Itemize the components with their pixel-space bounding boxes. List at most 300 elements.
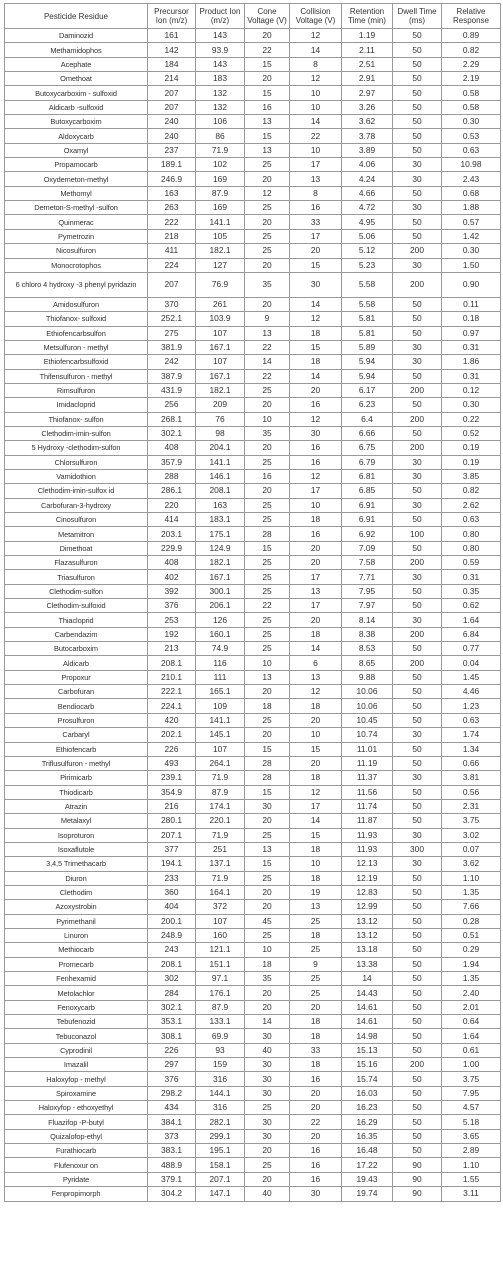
cone-voltage-cell: 20: [245, 297, 290, 311]
table-row: [5, 484, 501, 498]
dwell-time-cell: 50: [393, 943, 442, 957]
relative-response-cell: 1.55: [442, 1172, 501, 1186]
table-row: [5, 599, 501, 613]
precursor-ion-cell: 192: [148, 627, 196, 641]
relative-response-cell: 1.10: [442, 871, 501, 885]
collision-voltage-cell: 13: [290, 900, 342, 914]
retention-time-cell: 5.81: [342, 312, 393, 326]
dwell-time-cell: 50: [393, 756, 442, 770]
relative-response-cell: 1.86: [442, 355, 501, 369]
dwell-time-cell: 50: [393, 1015, 442, 1029]
pesticide-name-cell: Vamidothion: [5, 469, 148, 483]
product-ion-cell: 164.1: [196, 885, 245, 899]
precursor-ion-cell: 288: [148, 469, 196, 483]
pesticide-name-cell: Thifensulfuron - methyl: [5, 369, 148, 383]
product-ion-cell: 87.9: [196, 1000, 245, 1014]
retention-time-cell: 5.94: [342, 369, 393, 383]
retention-time-cell: 12.13: [342, 857, 393, 871]
product-ion-cell: 87.9: [196, 785, 245, 799]
product-ion-cell: 137.1: [196, 857, 245, 871]
collision-voltage-cell: 20: [290, 244, 342, 258]
retention-time-cell: 2.97: [342, 86, 393, 100]
collision-voltage-cell: 20: [290, 383, 342, 397]
retention-time-cell: 3.62: [342, 115, 393, 129]
precursor-ion-cell: 142: [148, 43, 196, 57]
table-row: [5, 728, 501, 742]
pesticide-name-cell: Oxamyl: [5, 143, 148, 157]
relative-response-cell: 2.31: [442, 799, 501, 813]
cone-voltage-cell: 28: [245, 771, 290, 785]
pesticide-name-cell: Thiacloprid: [5, 613, 148, 627]
table-row: [5, 340, 501, 354]
product-ion-cell: 145.1: [196, 728, 245, 742]
pesticide-name-cell: Imazalil: [5, 1058, 148, 1072]
table-row: [5, 86, 501, 100]
table-row: [5, 115, 501, 129]
product-ion-cell: 69.9: [196, 1029, 245, 1043]
retention-time-cell: 15.13: [342, 1043, 393, 1057]
dwell-time-cell: 50: [393, 312, 442, 326]
collision-voltage-cell: 12: [290, 412, 342, 426]
pesticide-name-cell: Metolachlor: [5, 986, 148, 1000]
retention-time-cell: 7.95: [342, 584, 393, 598]
dwell-time-cell: 50: [393, 699, 442, 713]
retention-time-cell: 17.22: [342, 1158, 393, 1172]
relative-response-cell: 3.62: [442, 857, 501, 871]
dwell-time-cell: 50: [393, 642, 442, 656]
table-row: [5, 914, 501, 928]
pesticide-name-cell: Triasulfuron: [5, 570, 148, 584]
collision-voltage-cell: 14: [290, 642, 342, 656]
retention-time-cell: 4.24: [342, 172, 393, 186]
relative-response-cell: 5.18: [442, 1115, 501, 1129]
retention-time-cell: 8.38: [342, 627, 393, 641]
cone-voltage-cell: 35: [245, 272, 290, 297]
pesticide-name-cell: Carbofuran-3-hydroxy: [5, 498, 148, 512]
product-ion-cell: 76: [196, 412, 245, 426]
relative-response-cell: 0.68: [442, 186, 501, 200]
cone-voltage-cell: 25: [245, 201, 290, 215]
retention-time-cell: 5.12: [342, 244, 393, 258]
relative-response-cell: 1.34: [442, 742, 501, 756]
precursor-ion-cell: 226: [148, 742, 196, 756]
cone-voltage-cell: 25: [245, 1101, 290, 1115]
collision-voltage-cell: 16: [290, 1172, 342, 1186]
relative-response-cell: 10.98: [442, 158, 501, 172]
dwell-time-cell: 50: [393, 799, 442, 813]
pesticide-name-cell: Carbendazim: [5, 627, 148, 641]
product-ion-cell: 143: [196, 29, 245, 43]
table-row: [5, 972, 501, 986]
table-row: [5, 828, 501, 842]
precursor-ion-cell: 408: [148, 441, 196, 455]
retention-time-cell: 14.43: [342, 986, 393, 1000]
retention-time-cell: 13.12: [342, 914, 393, 928]
cone-voltage-cell: 30: [245, 799, 290, 813]
precursor-ion-cell: 268.1: [148, 412, 196, 426]
precursor-ion-cell: 222: [148, 215, 196, 229]
precursor-ion-cell: 357.9: [148, 455, 196, 469]
retention-time-cell: 8.65: [342, 656, 393, 670]
table-row: [5, 1000, 501, 1014]
retention-time-cell: 7.97: [342, 599, 393, 613]
product-ion-cell: 167.1: [196, 369, 245, 383]
product-ion-cell: 121.1: [196, 943, 245, 957]
precursor-ion-cell: 411: [148, 244, 196, 258]
precursor-ion-cell: 252.1: [148, 312, 196, 326]
cone-voltage-cell: 22: [245, 599, 290, 613]
relative-response-cell: 0.61: [442, 1043, 501, 1057]
dwell-time-cell: 30: [393, 340, 442, 354]
precursor-ion-cell: 420: [148, 713, 196, 727]
dwell-time-cell: 50: [393, 742, 442, 756]
cone-voltage-cell: 13: [245, 143, 290, 157]
retention-time-cell: 11.93: [342, 842, 393, 856]
relative-response-cell: 4.46: [442, 685, 501, 699]
precursor-ion-cell: 354.9: [148, 785, 196, 799]
dwell-time-cell: 50: [393, 29, 442, 43]
relative-response-cell: 6.84: [442, 627, 501, 641]
pesticide-name-cell: Pyridate: [5, 1172, 148, 1186]
table-row: [5, 43, 501, 57]
table-row: [5, 172, 501, 186]
pesticide-name-cell: Acephate: [5, 57, 148, 71]
dwell-time-cell: 50: [393, 1000, 442, 1014]
retention-time-cell: 7.58: [342, 556, 393, 570]
table-row: [5, 928, 501, 942]
precursor-ion-cell: 207: [148, 86, 196, 100]
collision-voltage-cell: 18: [290, 928, 342, 942]
relative-response-cell: 7.95: [442, 1086, 501, 1100]
relative-response-cell: 0.66: [442, 756, 501, 770]
precursor-ion-cell: 302.1: [148, 426, 196, 440]
retention-time-cell: 9.88: [342, 670, 393, 684]
table-row: [5, 957, 501, 971]
cone-voltage-cell: 20: [245, 1172, 290, 1186]
relative-response-cell: 0.22: [442, 412, 501, 426]
precursor-ion-cell: 297: [148, 1058, 196, 1072]
relative-response-cell: 0.97: [442, 326, 501, 340]
dwell-time-cell: 50: [393, 785, 442, 799]
relative-response-cell: 2.43: [442, 172, 501, 186]
pesticide-name-cell: Butoxycarboxim - sulfoxid: [5, 86, 148, 100]
table-row: [5, 143, 501, 157]
product-ion-cell: 204.1: [196, 441, 245, 455]
pesticide-name-cell: Azoxystrobin: [5, 900, 148, 914]
precursor-ion-cell: 202.1: [148, 728, 196, 742]
dwell-time-cell: 50: [393, 1129, 442, 1143]
pesticide-name-cell: Clethodim-sulfon: [5, 584, 148, 598]
precursor-ion-cell: 376: [148, 1072, 196, 1086]
relative-response-cell: 1.35: [442, 972, 501, 986]
dwell-time-cell: 30: [393, 857, 442, 871]
dwell-time-cell: 30: [393, 498, 442, 512]
cone-voltage-cell: 15: [245, 57, 290, 71]
relative-response-cell: 0.58: [442, 100, 501, 114]
table-row: [5, 1144, 501, 1158]
collision-voltage-cell: 13: [290, 670, 342, 684]
dwell-time-cell: 200: [393, 1058, 442, 1072]
pesticide-name-cell: 6 chloro 4 hydroxy -3 phenyl pyridazin: [5, 272, 148, 297]
retention-time-cell: 11.93: [342, 828, 393, 842]
pesticide-name-cell: Bendiocarb: [5, 699, 148, 713]
collision-voltage-cell: 33: [290, 1043, 342, 1057]
cone-voltage-cell: 20: [245, 441, 290, 455]
dwell-time-cell: 50: [393, 186, 442, 200]
collision-voltage-cell: 13: [290, 584, 342, 598]
table-row: [5, 642, 501, 656]
pesticide-name-cell: 3,4,5 Trimethacarb: [5, 857, 148, 871]
cone-voltage-cell: 25: [245, 244, 290, 258]
precursor-ion-cell: 253: [148, 613, 196, 627]
collision-voltage-cell: 10: [290, 100, 342, 114]
retention-time-cell: 12.83: [342, 885, 393, 899]
product-ion-cell: 74.9: [196, 642, 245, 656]
retention-time-cell: 15.16: [342, 1058, 393, 1072]
cone-voltage-cell: 30: [245, 1115, 290, 1129]
table-row: [5, 186, 501, 200]
relative-response-cell: 2.01: [442, 1000, 501, 1014]
precursor-ion-cell: 280.1: [148, 814, 196, 828]
pesticide-name-cell: Metalaxyl: [5, 814, 148, 828]
dwell-time-cell: 50: [393, 115, 442, 129]
collision-voltage-cell: 12: [290, 785, 342, 799]
retention-time-cell: 6.66: [342, 426, 393, 440]
product-ion-cell: 208.1: [196, 484, 245, 498]
dwell-time-cell: 200: [393, 244, 442, 258]
precursor-ion-cell: 214: [148, 72, 196, 86]
retention-time-cell: 5.58: [342, 297, 393, 311]
dwell-time-cell: 50: [393, 297, 442, 311]
precursor-ion-cell: 360: [148, 885, 196, 899]
relative-response-cell: 1.74: [442, 728, 501, 742]
precursor-ion-cell: 242: [148, 355, 196, 369]
product-ion-cell: 102: [196, 158, 245, 172]
cone-voltage-cell: 16: [245, 100, 290, 114]
retention-time-cell: 5.58: [342, 272, 393, 297]
pesticide-name-cell: Propoxur: [5, 670, 148, 684]
cone-voltage-cell: 35: [245, 426, 290, 440]
product-ion-cell: 300.1: [196, 584, 245, 598]
product-ion-cell: 182.1: [196, 556, 245, 570]
product-ion-cell: 195.1: [196, 1144, 245, 1158]
product-ion-cell: 146.1: [196, 469, 245, 483]
table-row: [5, 527, 501, 541]
pesticide-name-cell: Thiofanox- sulfon: [5, 412, 148, 426]
pesticide-name-cell: 5 Hydroxy -clethodim-sulfon: [5, 441, 148, 455]
retention-time-cell: 6.91: [342, 513, 393, 527]
cone-voltage-cell: 25: [245, 627, 290, 641]
table-row: [5, 584, 501, 598]
pesticide-name-cell: Methiocarb: [5, 943, 148, 957]
relative-response-cell: 0.04: [442, 656, 501, 670]
dwell-time-cell: 30: [393, 355, 442, 369]
retention-time-cell: 6.23: [342, 398, 393, 412]
product-ion-cell: 175.1: [196, 527, 245, 541]
collision-voltage-cell: 18: [290, 355, 342, 369]
cone-voltage-cell: 20: [245, 986, 290, 1000]
retention-time-cell: 10.45: [342, 713, 393, 727]
cone-voltage-cell: 30: [245, 1129, 290, 1143]
product-ion-cell: 167.1: [196, 570, 245, 584]
pesticide-name-cell: Aldicarb: [5, 656, 148, 670]
cone-voltage-cell: 18: [245, 699, 290, 713]
pesticide-name-cell: Oxydemeton-methyl: [5, 172, 148, 186]
dwell-time-cell: 50: [393, 513, 442, 527]
retention-time-cell: 6.91: [342, 498, 393, 512]
table-row: [5, 556, 501, 570]
table-row: [5, 799, 501, 813]
table-row: [5, 158, 501, 172]
collision-voltage-cell: 18: [290, 1029, 342, 1043]
relative-response-cell: 0.30: [442, 244, 501, 258]
precursor-ion-cell: 404: [148, 900, 196, 914]
collision-voltage-cell: 19: [290, 885, 342, 899]
collision-voltage-cell: 20: [290, 1129, 342, 1143]
precursor-ion-cell: 373: [148, 1129, 196, 1143]
collision-voltage-cell: 8: [290, 186, 342, 200]
retention-time-cell: 14: [342, 972, 393, 986]
precursor-ion-cell: 184: [148, 57, 196, 71]
pesticide-name-cell: Clethodim-imin-sulfox id: [5, 484, 148, 498]
table-row: [5, 398, 501, 412]
retention-time-cell: 6.75: [342, 441, 393, 455]
cone-voltage-cell: 16: [245, 469, 290, 483]
table-row: [5, 699, 501, 713]
table-row: [5, 129, 501, 143]
relative-response-cell: 0.82: [442, 43, 501, 57]
collision-voltage-cell: 17: [290, 570, 342, 584]
retention-time-cell: 3.26: [342, 100, 393, 114]
retention-time-cell: 6.92: [342, 527, 393, 541]
pesticide-name-cell: Ethiofencarbsulfon: [5, 326, 148, 340]
cone-voltage-cell: 20: [245, 728, 290, 742]
dwell-time-cell: 30: [393, 728, 442, 742]
pesticide-name-cell: Nicosulfuron: [5, 244, 148, 258]
precursor-ion-cell: 240: [148, 115, 196, 129]
header-cone-voltage: Cone Voltage (V): [245, 4, 290, 29]
pesticide-residue-table: [4, 3, 501, 1202]
cone-voltage-cell: 28: [245, 756, 290, 770]
pesticide-name-cell: Carbaryl: [5, 728, 148, 742]
cone-voltage-cell: 25: [245, 713, 290, 727]
table-row: [5, 1029, 501, 1043]
precursor-ion-cell: 263: [148, 201, 196, 215]
precursor-ion-cell: 163: [148, 186, 196, 200]
product-ion-cell: 206.1: [196, 599, 245, 613]
precursor-ion-cell: 392: [148, 584, 196, 598]
dwell-time-cell: 50: [393, 1115, 442, 1129]
table-row: [5, 72, 501, 86]
collision-voltage-cell: 14: [290, 115, 342, 129]
pesticide-name-cell: Monocrotophos: [5, 258, 148, 272]
relative-response-cell: 0.62: [442, 599, 501, 613]
relative-response-cell: 1.94: [442, 957, 501, 971]
collision-voltage-cell: 16: [290, 441, 342, 455]
dwell-time-cell: 200: [393, 556, 442, 570]
precursor-ion-cell: 414: [148, 513, 196, 527]
relative-response-cell: 1.50: [442, 258, 501, 272]
product-ion-cell: 261: [196, 297, 245, 311]
retention-time-cell: 16.03: [342, 1086, 393, 1100]
cone-voltage-cell: 22: [245, 369, 290, 383]
collision-voltage-cell: 20: [290, 713, 342, 727]
pesticide-name-cell: Rimsulfuron: [5, 383, 148, 397]
collision-voltage-cell: 12: [290, 29, 342, 43]
collision-voltage-cell: 18: [290, 699, 342, 713]
product-ion-cell: 160: [196, 928, 245, 942]
cone-voltage-cell: 30: [245, 1072, 290, 1086]
collision-voltage-cell: 18: [290, 513, 342, 527]
pesticide-name-cell: Butoxycarboxim: [5, 115, 148, 129]
product-ion-cell: 282.1: [196, 1115, 245, 1129]
collision-voltage-cell: 16: [290, 455, 342, 469]
precursor-ion-cell: 213: [148, 642, 196, 656]
collision-voltage-cell: 22: [290, 1115, 342, 1129]
retention-time-cell: 11.87: [342, 814, 393, 828]
pesticide-name-cell: Isoproturon: [5, 828, 148, 842]
table-row: [5, 513, 501, 527]
pesticide-name-cell: Butocarboxim: [5, 642, 148, 656]
header-precursor-ion: Precursor Ion (m/z): [148, 4, 196, 29]
collision-voltage-cell: 16: [290, 398, 342, 412]
relative-response-cell: 1.42: [442, 229, 501, 243]
pesticide-name-cell: Flufenoxur on: [5, 1158, 148, 1172]
precursor-ion-cell: 222.1: [148, 685, 196, 699]
product-ion-cell: 124.9: [196, 541, 245, 555]
cone-voltage-cell: 30: [245, 1029, 290, 1043]
dwell-time-cell: 50: [393, 143, 442, 157]
dwell-time-cell: 30: [393, 455, 442, 469]
retention-time-cell: 11.74: [342, 799, 393, 813]
precursor-ion-cell: 207: [148, 272, 196, 297]
product-ion-cell: 159: [196, 1058, 245, 1072]
pesticide-name-cell: Thiofanox- sulfoxid: [5, 312, 148, 326]
product-ion-cell: 87.9: [196, 186, 245, 200]
dwell-time-cell: 100: [393, 527, 442, 541]
collision-voltage-cell: 12: [290, 469, 342, 483]
product-ion-cell: 107: [196, 914, 245, 928]
relative-response-cell: 2.19: [442, 72, 501, 86]
table-row: [5, 871, 501, 885]
table-row: [5, 900, 501, 914]
collision-voltage-cell: 12: [290, 312, 342, 326]
dwell-time-cell: 50: [393, 86, 442, 100]
pesticide-name-cell: Pyrimethanil: [5, 914, 148, 928]
table-row: [5, 1043, 501, 1057]
pesticide-name-cell: Methomyl: [5, 186, 148, 200]
retention-time-cell: 14.61: [342, 1000, 393, 1014]
dwell-time-cell: 50: [393, 72, 442, 86]
pesticide-name-cell: Tebufenozid: [5, 1015, 148, 1029]
table-row: [5, 215, 501, 229]
collision-voltage-cell: 14: [290, 369, 342, 383]
product-ion-cell: 151.1: [196, 957, 245, 971]
dwell-time-cell: 30: [393, 570, 442, 584]
collision-voltage-cell: 20: [290, 1101, 342, 1115]
header-dwell-time: Dwell Time (ms): [393, 4, 442, 29]
relative-response-cell: 1.88: [442, 201, 501, 215]
collision-voltage-cell: 20: [290, 756, 342, 770]
table-row: [5, 1072, 501, 1086]
retention-time-cell: 5.94: [342, 355, 393, 369]
precursor-ion-cell: 379.1: [148, 1172, 196, 1186]
cone-voltage-cell: 22: [245, 340, 290, 354]
table-row: [5, 1101, 501, 1115]
dwell-time-cell: 30: [393, 158, 442, 172]
cone-voltage-cell: 15: [245, 129, 290, 143]
product-ion-cell: 133.1: [196, 1015, 245, 1029]
